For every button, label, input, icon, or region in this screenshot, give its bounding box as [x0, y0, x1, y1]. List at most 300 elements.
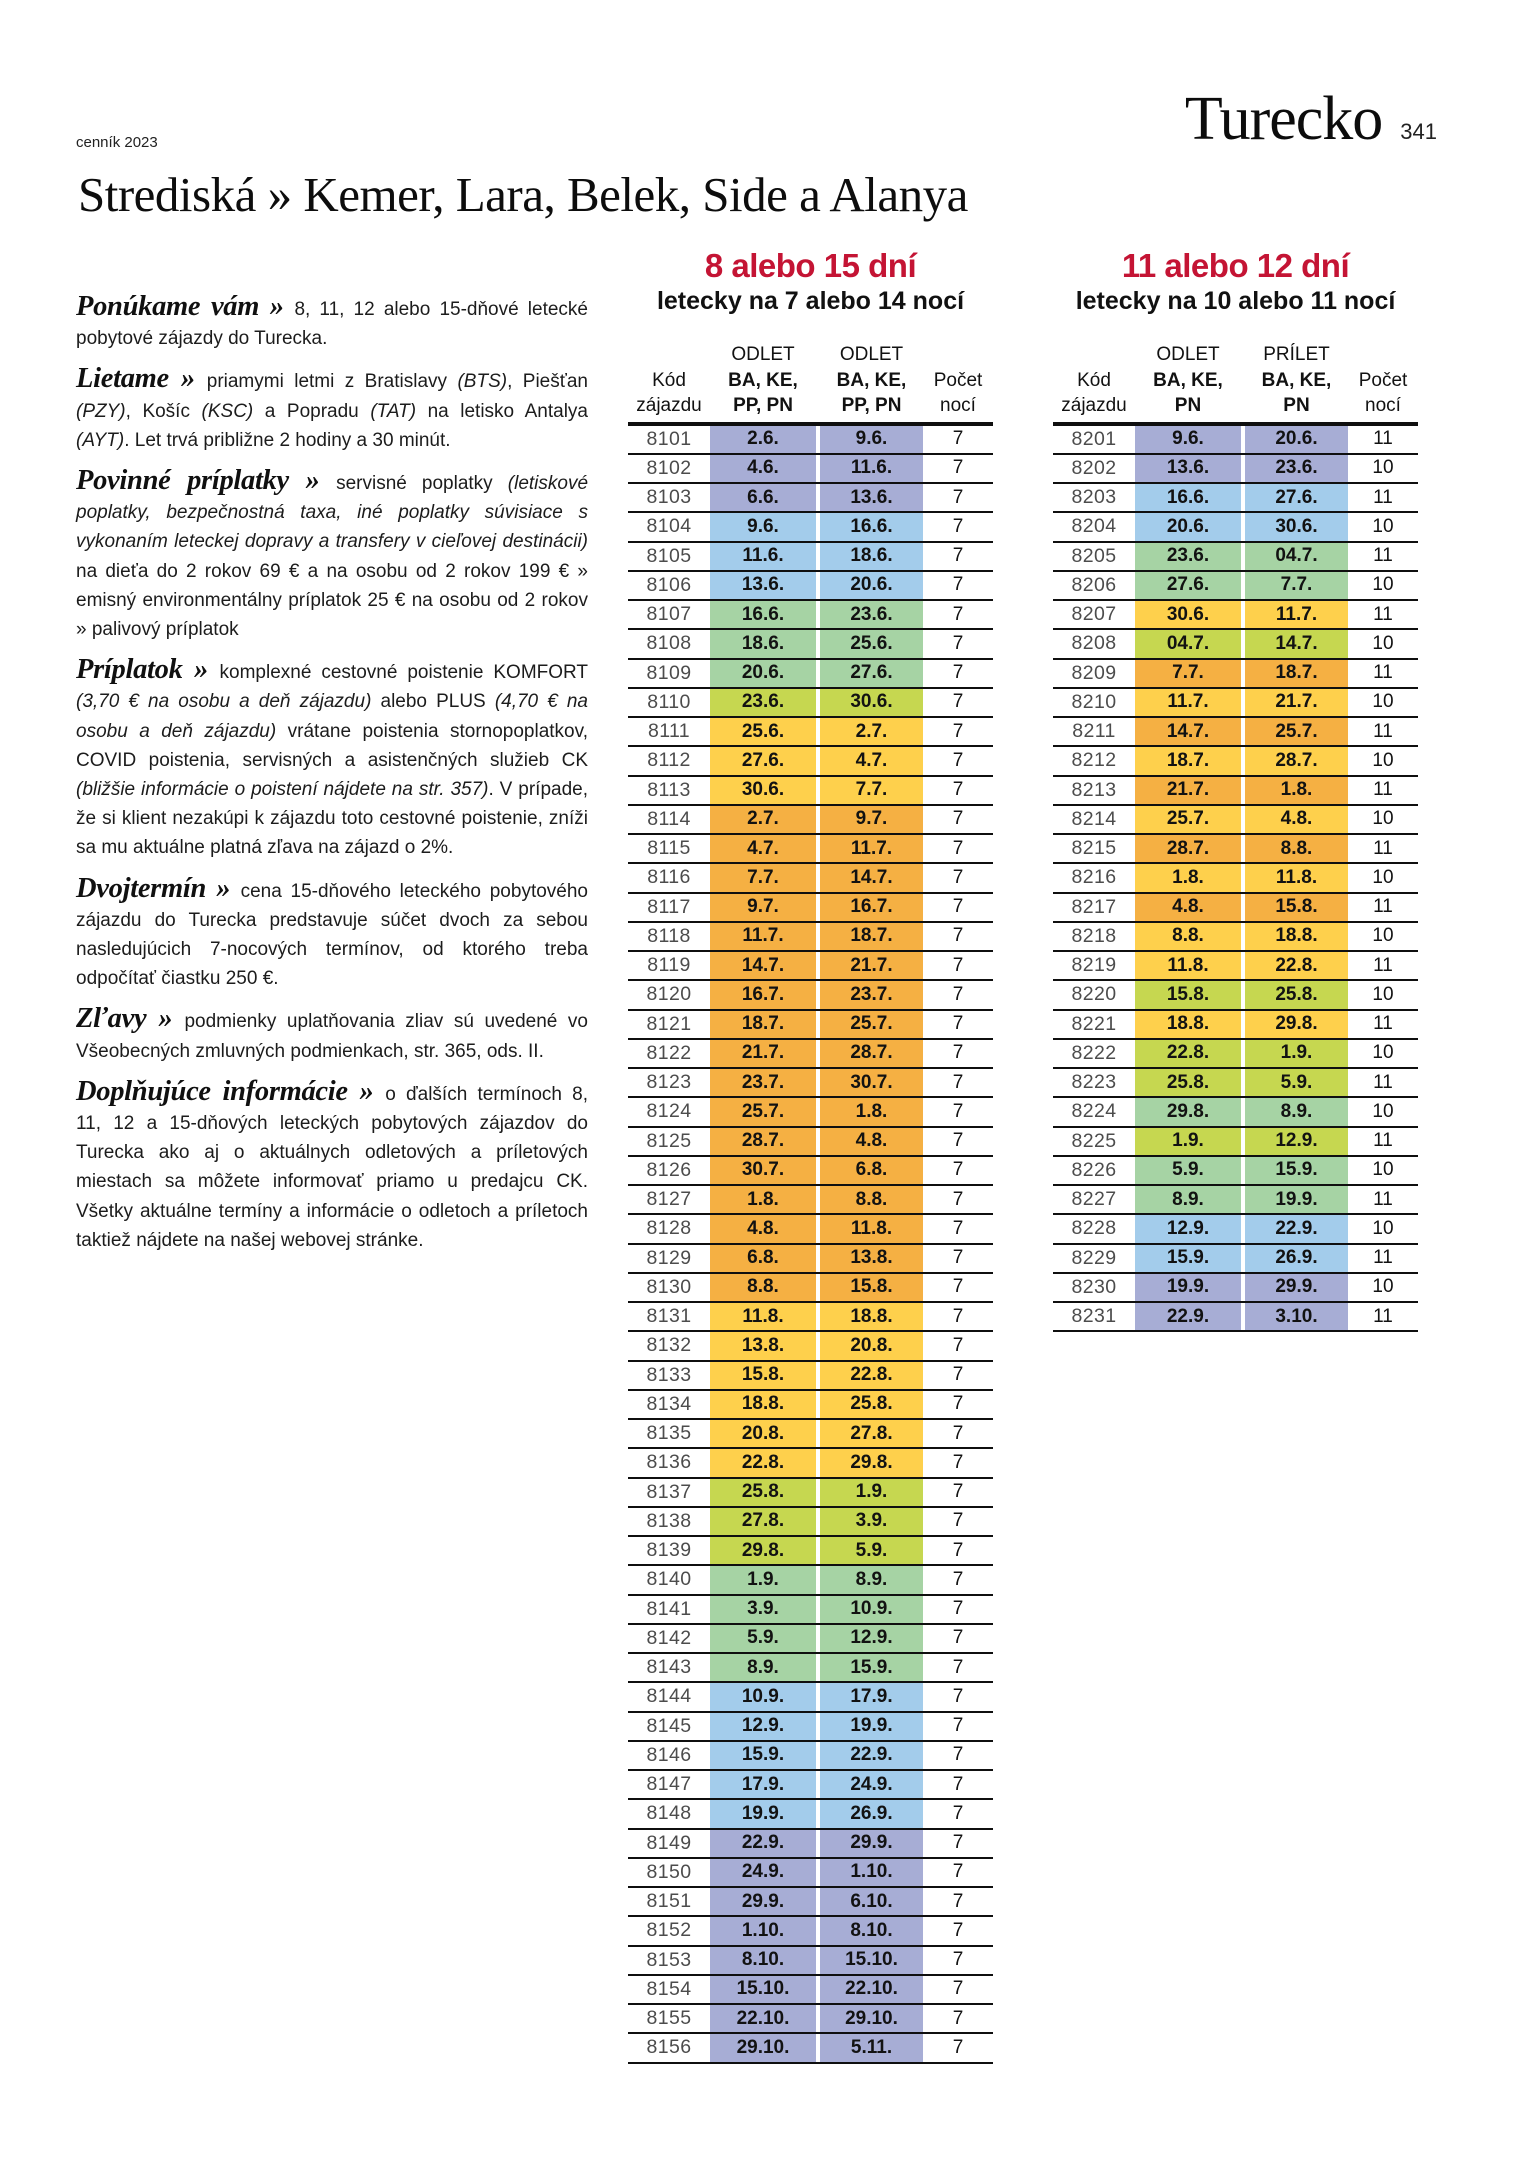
return-date-cell: 21.7.: [820, 952, 923, 979]
header-line: Počet: [1358, 369, 1408, 391]
tour-code-cell: 8115: [647, 837, 691, 860]
table-row: [628, 572, 993, 601]
intro-paragraph: [76, 1077, 588, 1255]
return-date-cell: 15.10.: [820, 1947, 923, 1974]
nights-count-cell: 7: [952, 837, 964, 859]
departure-date-cell: 15.9.: [1135, 1245, 1241, 1272]
departure-date-cell: 25.8.: [1135, 1069, 1241, 1096]
departure-date-cell: 8.8.: [710, 1274, 816, 1301]
header-line: BA, KE,: [1153, 369, 1223, 391]
departure-date-cell: 1.8.: [1135, 864, 1241, 891]
return-date-cell: 8.9.: [820, 1566, 923, 1593]
nights-count-cell: 10: [1372, 925, 1394, 947]
nights-count-cell: 11: [1373, 1071, 1393, 1093]
tour-code-cell: 8152: [646, 1919, 692, 1942]
page-number: 341: [1400, 119, 1437, 144]
table-row: [1053, 630, 1418, 659]
table-row: [628, 864, 993, 893]
table-row: [628, 689, 993, 718]
intro-paragraph: [76, 1004, 588, 1065]
return-date-cell: 11.8.: [1245, 864, 1348, 891]
table-row: [628, 1449, 993, 1478]
nights-count-cell: 7: [952, 603, 964, 625]
table-subtitle: letecky na 7 alebo 14 nocí: [656, 287, 965, 315]
departure-date-cell: 23.7.: [710, 1069, 816, 1096]
table-row: [1053, 513, 1418, 542]
table-row: [628, 777, 993, 806]
departure-date-cell: 19.9.: [1135, 1274, 1241, 1301]
table-row: [1053, 426, 1418, 455]
departure-date-cell: 7.7.: [710, 864, 816, 891]
nights-count-cell: 7: [952, 2007, 964, 2029]
nights-count-cell: 7: [952, 515, 964, 537]
table-body: [1053, 426, 1418, 1333]
tour-code-cell: 8113: [647, 778, 691, 801]
tour-code-cell: 8119: [647, 954, 691, 977]
departure-date-cell: 1.10.: [710, 1917, 816, 1944]
nights-count-cell: 7: [952, 1832, 964, 1854]
header-line: Počet: [933, 369, 983, 391]
table-row: [628, 2034, 993, 2063]
table-row: [628, 1420, 993, 1449]
nights-count-cell: 7: [952, 1247, 964, 1269]
table-row: [628, 1332, 993, 1361]
departure-date-cell: 18.8.: [1135, 1011, 1241, 1038]
nights-count-cell: 11: [1373, 720, 1393, 742]
return-date-cell: 7.7.: [1245, 572, 1348, 599]
tour-code-cell: 8224: [1071, 1100, 1117, 1123]
departure-column-header: [710, 342, 816, 419]
tour-code-cell: 8127: [646, 1188, 692, 1211]
table-row: [628, 923, 993, 952]
table-row: [628, 894, 993, 923]
code-column-header: [628, 368, 710, 419]
tour-code-cell: 8136: [646, 1451, 692, 1474]
departure-date-cell: 21.7.: [1135, 777, 1241, 804]
intro-column: [76, 292, 588, 1255]
brand-title: Turecko: [1184, 85, 1383, 153]
table-row: [1053, 1098, 1418, 1127]
table-row: [1053, 1011, 1418, 1040]
table-row: [628, 513, 993, 542]
table-row: [1053, 543, 1418, 572]
nights-column-header: [923, 368, 993, 419]
nights-count-cell: 11: [1373, 662, 1393, 684]
tour-code-cell: 8203: [1071, 486, 1117, 509]
table-row: [1053, 1157, 1418, 1186]
departure-date-cell: 4.8.: [1135, 894, 1241, 921]
tour-code-cell: 8210: [1071, 690, 1117, 713]
departure-date-cell: 15.8.: [1135, 981, 1241, 1008]
intro-paragraph: [76, 874, 588, 994]
return-date-cell: 9.7.: [820, 806, 923, 833]
return-date-cell: 25.7.: [1245, 718, 1348, 745]
table-row: [628, 1011, 993, 1040]
table-row: [628, 1566, 993, 1595]
nights-count-cell: 7: [952, 1042, 964, 1064]
paragraph-lead: Zľavy »: [76, 1003, 185, 1035]
departure-date-cell: 27.6.: [710, 747, 816, 774]
return-date-cell: 25.8.: [820, 1391, 923, 1418]
departure-date-cell: 11.8.: [710, 1303, 816, 1330]
tour-code-cell: 8110: [647, 690, 691, 713]
departure-date-cell: 10.9.: [710, 1683, 816, 1710]
return-date-cell: 17.9.: [820, 1683, 923, 1710]
plain-text: 8, 11, 12 alebo 15-dňové letecké pobytové zájazdy do Turecka.: [76, 299, 588, 350]
return-date-cell: 30.6.: [1245, 513, 1348, 540]
table-row: [628, 630, 993, 659]
return-date-cell: 22.8.: [1245, 952, 1348, 979]
table-row: [628, 1479, 993, 1508]
return-date-cell: 04.7.: [1245, 543, 1348, 570]
tour-code-cell: 8125: [646, 1129, 692, 1152]
return-date-cell: 19.9.: [1245, 1186, 1348, 1213]
tour-code-cell: 8128: [646, 1217, 692, 1240]
nights-count-cell: 7: [952, 1422, 964, 1444]
nights-count-cell: 7: [952, 896, 964, 918]
return-date-cell: 6.10.: [820, 1888, 923, 1915]
tour-code-cell: 8219: [1071, 954, 1117, 977]
table-row: [628, 426, 993, 455]
nights-count-cell: 7: [952, 1802, 964, 1824]
table-title: 8 alebo 15 dní: [704, 247, 917, 284]
table-row: [628, 1508, 993, 1537]
table-row: [628, 1245, 993, 1274]
departure-date-cell: 1.8.: [710, 1186, 816, 1213]
nights-count-cell: 7: [952, 1276, 964, 1298]
tour-code-cell: 8230: [1071, 1275, 1117, 1298]
tour-code-cell: 8209: [1071, 661, 1117, 684]
table-row: [628, 718, 993, 747]
return-date-cell: 21.7.: [1245, 689, 1348, 716]
nights-count-cell: 11: [1373, 1188, 1393, 1210]
tour-code-cell: 8118: [647, 924, 691, 947]
table-row: [1053, 1069, 1418, 1098]
tour-code-cell: 8112: [647, 749, 691, 772]
return-date-cell: 19.9.: [820, 1713, 923, 1740]
return-date-cell: 15.9.: [1245, 1157, 1348, 1184]
table-row: [628, 747, 993, 776]
nights-count-cell: 7: [952, 1100, 964, 1122]
tour-code-cell: 8222: [1071, 1041, 1117, 1064]
header-line: nocí: [940, 395, 976, 416]
departure-date-cell: 30.6.: [1135, 601, 1241, 628]
return-date-cell: 8.10.: [820, 1917, 923, 1944]
table-row: [1053, 777, 1418, 806]
table-row: [628, 835, 993, 864]
nights-count-cell: 7: [952, 866, 964, 888]
table-row: [628, 660, 993, 689]
nights-count-cell: 10: [1372, 574, 1394, 596]
departure-date-cell: 4.8.: [710, 1215, 816, 1242]
paragraph-body: [76, 473, 588, 640]
return-date-cell: 18.8.: [820, 1303, 923, 1330]
table-row: [628, 1888, 993, 1917]
tour-code-cell: 8123: [646, 1071, 692, 1094]
nights-count-cell: 7: [952, 1890, 964, 1912]
departure-date-cell: 14.7.: [1135, 718, 1241, 745]
tour-code-cell: 8145: [646, 1714, 692, 1737]
tour-code-cell: 8216: [1071, 866, 1117, 889]
return-date-cell: 13.6.: [820, 484, 923, 511]
departure-date-cell: 18.6.: [710, 630, 816, 657]
tour-code-cell: 8153: [646, 1948, 692, 1971]
departure-date-cell: 7.7.: [1135, 660, 1241, 687]
nights-count-cell: 11: [1373, 545, 1393, 567]
nights-count-cell: 7: [952, 1685, 964, 1707]
departures-table-8-15-days: [628, 248, 993, 2064]
tour-code-cell: 8228: [1071, 1217, 1117, 1240]
italic-text: (AYT): [76, 429, 125, 451]
return-date-cell: 25.7.: [820, 1011, 923, 1038]
return-date-cell: 20.8.: [820, 1332, 923, 1359]
header-line: BA, KE,: [1261, 369, 1332, 391]
return-date-cell: 22.9.: [820, 1742, 923, 1769]
departure-date-cell: 23.6.: [1135, 543, 1241, 570]
return-date-cell: 1.9.: [820, 1479, 923, 1506]
tour-code-cell: 8155: [646, 2007, 692, 2030]
tour-code-cell: 8117: [647, 895, 691, 918]
return-date-cell: 25.8.: [1245, 981, 1348, 1008]
nights-count-cell: 7: [952, 720, 964, 742]
table-row: [1053, 923, 1418, 952]
nights-count-cell: 7: [952, 1510, 964, 1532]
departure-date-cell: 15.10.: [710, 1976, 816, 2003]
tour-code-cell: 8217: [1071, 895, 1117, 918]
tour-code-cell: 8106: [646, 573, 692, 596]
italic-text: (bližšie informácie o poistení nájdete na str. 357): [76, 779, 489, 801]
return-date-cell: 23.6.: [820, 601, 923, 628]
table-row: [628, 1186, 993, 1215]
italic-text: (KSC): [201, 400, 254, 422]
plain-text: alebo PLUS: [371, 691, 495, 713]
nights-count-cell: 10: [1372, 515, 1394, 537]
return-date-cell: 29.9.: [820, 1830, 923, 1857]
table-row: [1053, 981, 1418, 1010]
nights-count-cell: 10: [1372, 1217, 1394, 1239]
return-date-cell: 23.7.: [820, 981, 923, 1008]
departure-date-cell: 11.7.: [1135, 689, 1241, 716]
nights-count-cell: 10: [1372, 691, 1394, 713]
return-date-cell: 12.9.: [820, 1625, 923, 1652]
departure-date-cell: 20.6.: [1135, 513, 1241, 540]
departure-date-cell: 22.9.: [710, 1830, 816, 1857]
paragraph-lead: Povinné príplatky »: [76, 465, 337, 497]
plain-text: , Piešťan: [507, 371, 588, 393]
return-date-cell: 5.9.: [1245, 1069, 1348, 1096]
departure-date-cell: 6.8.: [710, 1245, 816, 1272]
tour-code-cell: 8105: [646, 544, 692, 567]
italic-text: (4,70 € na osobu a deň zájazdu): [76, 691, 588, 742]
departure-date-cell: 8.9.: [1135, 1186, 1241, 1213]
plain-text: vrátane poistenia stornopoplatkov, COVID poistenia, servisných a asistenčných služieb CK: [76, 720, 588, 771]
table-row: [628, 1683, 993, 1712]
departure-date-cell: 19.9.: [710, 1800, 816, 1827]
departure-date-cell: 28.7.: [1135, 835, 1241, 862]
departure-date-cell: 15.9.: [710, 1742, 816, 1769]
tour-code-cell: 8131: [646, 1305, 692, 1328]
tour-code-cell: 8218: [1071, 924, 1117, 947]
tour-code-cell: 8144: [646, 1685, 692, 1708]
tour-code-cell: 8214: [1071, 807, 1117, 830]
departure-date-cell: 18.7.: [1135, 747, 1241, 774]
nights-count-cell: 7: [952, 1598, 964, 1620]
table-row: [628, 601, 993, 630]
italic-text: (3,70 € na osobu a deň zájazdu): [76, 691, 372, 713]
nights-count-cell: 11: [1373, 1130, 1393, 1152]
nights-count-cell: 7: [952, 1334, 964, 1356]
departure-date-cell: 22.9.: [1135, 1303, 1241, 1330]
tour-code-cell: 8122: [646, 1041, 692, 1064]
return-date-cell: 24.9.: [820, 1771, 923, 1798]
departure-date-cell: 21.7.: [710, 1040, 816, 1067]
return-date-cell: 15.9.: [820, 1654, 923, 1681]
departure-date-cell: 22.10.: [710, 2005, 816, 2032]
tour-code-cell: 8108: [646, 632, 692, 655]
plain-text: , Košíc: [125, 400, 202, 422]
nights-count-cell: 11: [1373, 1247, 1393, 1269]
table-row: [628, 1830, 993, 1859]
plain-text: komplexné cestovné poistenie KOMFORT: [219, 662, 589, 684]
return-date-cell: 1.10.: [820, 1859, 923, 1886]
return-date-cell: 29.8.: [1245, 1011, 1348, 1038]
tour-code-cell: 8146: [646, 1743, 692, 1766]
return-date-cell: 1.8.: [820, 1098, 923, 1125]
table-row: [1053, 455, 1418, 484]
nights-count-cell: 7: [952, 1217, 964, 1239]
return-date-cell: 6.8.: [820, 1157, 923, 1184]
departure-date-cell: 30.6.: [710, 777, 816, 804]
intro-paragraph: [76, 364, 588, 455]
table-row: [628, 2005, 993, 2034]
code-column-header: [1053, 368, 1135, 419]
nights-count-cell: 7: [952, 457, 964, 479]
tour-code-cell: 8101: [646, 427, 692, 450]
return-date-cell: 18.6.: [820, 543, 923, 570]
return-date-cell: 1.9.: [1245, 1040, 1348, 1067]
plain-text: na dieťa do 2 rokov 69 € a na osobu od 2 rokov 199 € » emisný environmentálny príplatok 25 € na osobu od 2 rokov » palivový príplatok: [76, 560, 588, 641]
table-row: [628, 1303, 993, 1332]
nights-count-cell: 7: [952, 779, 964, 801]
return-date-cell: 3.9.: [820, 1508, 923, 1535]
italic-text: (PZY): [76, 400, 126, 422]
tour-code-cell: 8116: [647, 866, 691, 889]
departure-date-cell: 25.7.: [1135, 806, 1241, 833]
nights-count-cell: 7: [952, 1978, 964, 2000]
tour-code-cell: 8130: [646, 1275, 692, 1298]
nights-count-cell: 10: [1372, 866, 1394, 888]
departure-date-cell: 4.6.: [710, 455, 816, 482]
tour-code-cell: 8154: [646, 1977, 692, 2000]
return-date-cell: 14.7.: [1245, 630, 1348, 657]
plain-text: . Let trvá približne 2 hodiny a 30 minút.: [124, 429, 451, 451]
table-row: [628, 1742, 993, 1771]
departure-date-cell: 8.8.: [1135, 923, 1241, 950]
tour-code-cell: 8121: [646, 1012, 692, 1035]
return-date-cell: 5.11.: [820, 2034, 923, 2061]
departure-date-cell: 8.10.: [710, 1947, 816, 1974]
tour-code-cell: 8103: [646, 486, 692, 509]
nights-count-cell: 10: [1372, 1159, 1394, 1181]
return-date-cell: 11.7.: [820, 835, 923, 862]
nights-count-cell: 7: [952, 1393, 964, 1415]
table-row: [1053, 1186, 1418, 1215]
table-row: [628, 1654, 993, 1683]
return-date-cell: 20.6.: [1245, 426, 1348, 453]
return-date-cell: 12.9.: [1245, 1128, 1348, 1155]
tour-code-cell: 8207: [1071, 603, 1117, 626]
nights-count-cell: 7: [952, 1451, 964, 1473]
return-date-cell: 11.6.: [820, 455, 923, 482]
nights-count-cell: 7: [952, 1656, 964, 1678]
return-date-cell: 25.6.: [820, 630, 923, 657]
nights-count-cell: 11: [1373, 896, 1393, 918]
tour-code-cell: 8102: [646, 456, 692, 479]
nights-count-cell: 11: [1373, 603, 1393, 625]
return-date-cell: 18.8.: [1245, 923, 1348, 950]
tour-code-cell: 8148: [646, 1802, 692, 1825]
departure-date-cell: 29.8.: [710, 1537, 816, 1564]
tour-code-cell: 8223: [1071, 1071, 1117, 1094]
plain-text: a Popradu: [253, 400, 371, 422]
nights-count-cell: 7: [952, 1013, 964, 1035]
departure-date-cell: 12.9.: [1135, 1215, 1241, 1242]
nights-count-cell: 7: [952, 1188, 964, 1210]
departure-date-cell: 29.8.: [1135, 1098, 1241, 1125]
tour-code-cell: 8201: [1071, 427, 1117, 450]
paragraph-lead: Príplatok »: [76, 654, 220, 686]
nights-count-cell: 7: [952, 749, 964, 771]
italic-text: (letiskové poplatky, bezpečnostná taxa, iné poplatky súvisiace s vykonaním leteckej dopravy a transfery v cieľovej destinácii): [76, 473, 589, 553]
tour-code-cell: 8208: [1071, 632, 1117, 655]
table-row: [628, 1537, 993, 1566]
tour-code-cell: 8111: [647, 720, 691, 743]
return-date-cell: 22.10.: [820, 1976, 923, 2003]
table-row: [1053, 1128, 1418, 1157]
tour-code-cell: 8104: [646, 515, 692, 538]
tour-code-cell: 8135: [646, 1422, 692, 1445]
tour-code-cell: 8147: [646, 1773, 692, 1796]
return-date-cell: 27.8.: [820, 1420, 923, 1447]
return-column-header: [820, 342, 923, 419]
table-row: [1053, 747, 1418, 776]
tour-code-cell: 8151: [646, 1890, 692, 1913]
table-row: [1053, 1215, 1418, 1244]
departure-date-cell: 22.8.: [1135, 1040, 1241, 1067]
departure-date-cell: 28.7.: [710, 1128, 816, 1155]
tour-code-cell: 8107: [646, 603, 692, 626]
nights-count-cell: 7: [952, 1627, 964, 1649]
return-date-cell: 27.6.: [820, 660, 923, 687]
departure-date-cell: 15.8.: [710, 1362, 816, 1389]
return-date-cell: 26.9.: [1245, 1245, 1348, 1272]
table-header: [1053, 342, 1418, 426]
table-row: [628, 1040, 993, 1069]
table-row: [628, 1098, 993, 1127]
table-row: [628, 1771, 993, 1800]
return-date-cell: 28.7.: [820, 1040, 923, 1067]
table-row: [1053, 718, 1418, 747]
departure-date-cell: 5.9.: [710, 1625, 816, 1652]
nights-count-cell: 7: [952, 1773, 964, 1795]
header-line: ODLET: [731, 344, 795, 365]
table-row: [1053, 1245, 1418, 1274]
table-row: [1053, 689, 1418, 718]
header-line: nocí: [1365, 395, 1401, 416]
tour-code-cell: 8221: [1071, 1012, 1117, 1035]
departure-date-cell: 9.6.: [1135, 426, 1241, 453]
tour-code-cell: 8215: [1071, 837, 1117, 860]
